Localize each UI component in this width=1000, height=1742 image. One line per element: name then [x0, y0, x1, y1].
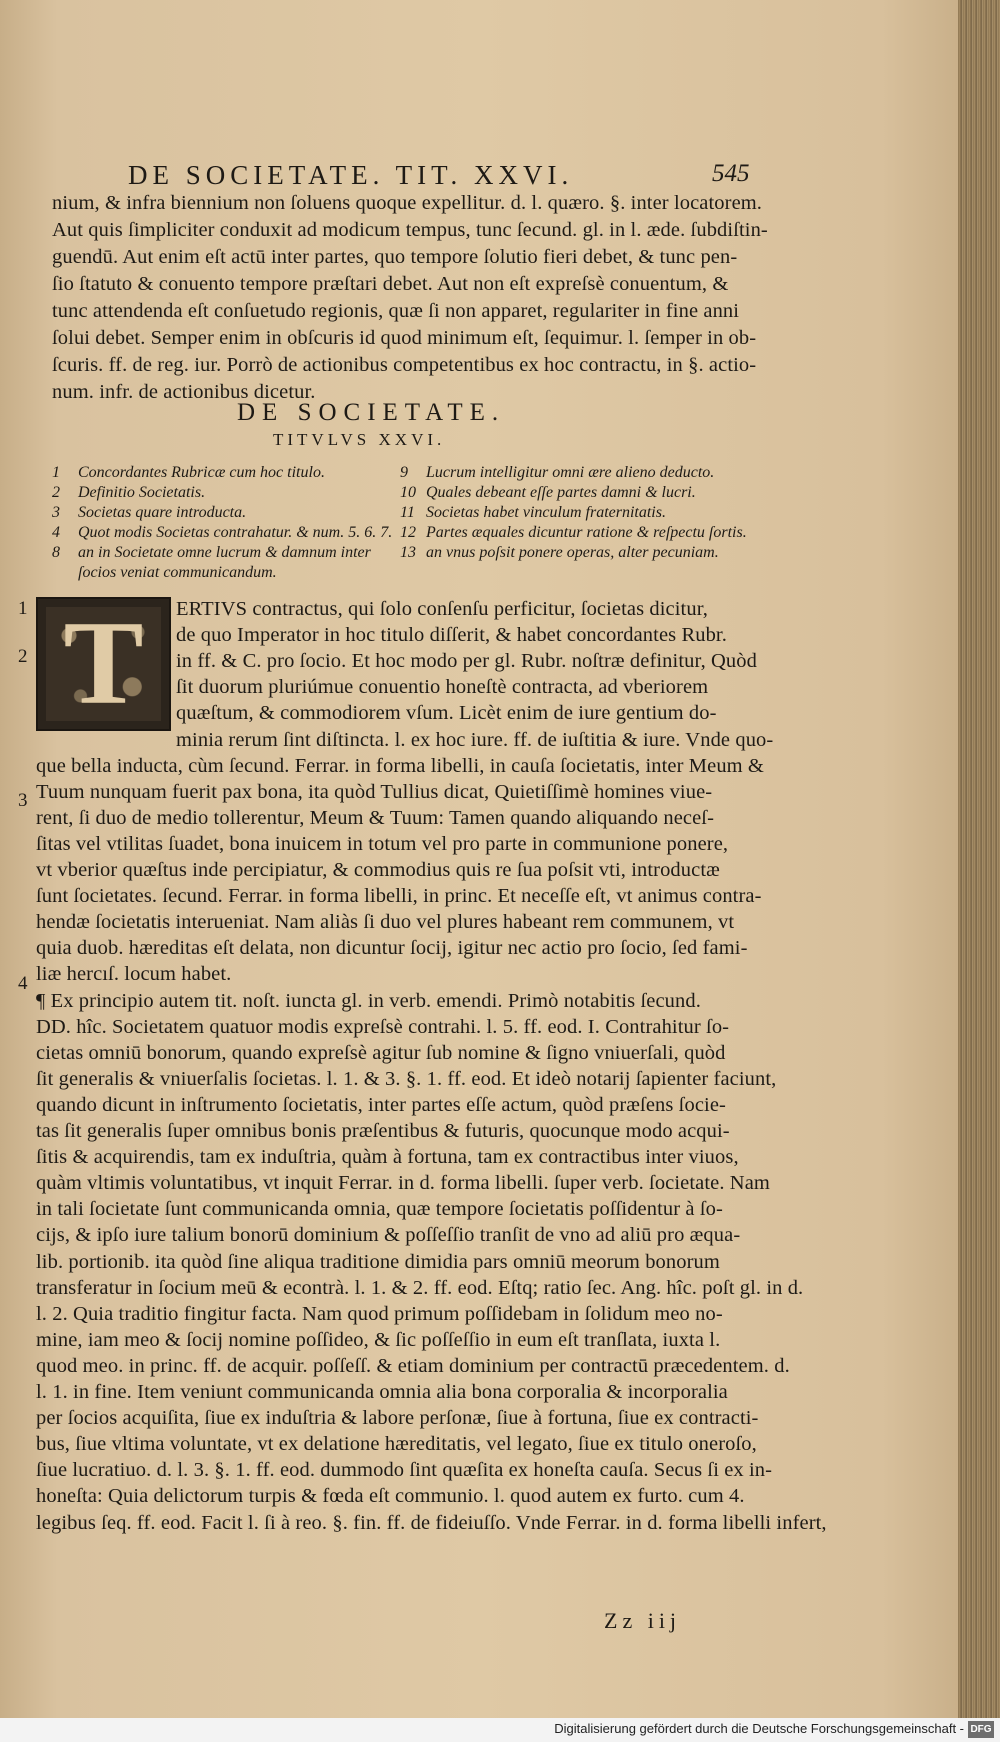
- body-line: ſiue lucratiuo. d. l. 3. §. 1. ff. eod. dummodo ſint quæſita ex honeſta cauſa. Secus ſi ex in-: [36, 1459, 773, 1482]
- body-line: vt vberior quæſtus inde percipiatur, & commodius quis re ſua poſsit vti, introductæ: [36, 859, 720, 881]
- summary-item-text: Societas quare introducta.: [78, 504, 247, 521]
- summary-item-text: Quales debeant eſſe partes damni & lucri.: [426, 484, 696, 501]
- summary-item: [52, 543, 392, 563]
- summary-item: [400, 523, 747, 543]
- body-line: tas ſit generalis ſuper omnibus bonis præſentibus & futuris, quocunque modo acqui-: [36, 1120, 730, 1142]
- summary-item-text: ſocios veniat communicandum.: [78, 564, 277, 581]
- summary-item-text: an in Societate omne lucrum & damnum inter: [78, 544, 371, 561]
- intro-line: Aut quis ſimpliciter conduxit ad modicum tempus, tunc ſecund. gl. in l. æde. ſubdiſtin-: [52, 219, 768, 241]
- intro-line: ſio ſtatuto & conuento tempore præſtari debet. Aut non eſt expreſsè conuentum, &: [52, 273, 729, 295]
- body-line: quia duob. hæreditas eſt delata, non dicuntur ſocij, igitur nec actio pro ſocio, ſed fami-: [36, 937, 748, 960]
- footer-bar: [0, 1718, 1000, 1742]
- body-line: ſunt ſocietates. ſecund. Ferrar. in forma libelli, in princ. Et neceſſe eſt, vt animus contra-: [36, 885, 762, 908]
- body-line: quando dicunt in inſtrumento ſocietatis, inter partes eſſe actum, quòd præſens ſocie-: [36, 1093, 726, 1116]
- body-line: rent, ſi duo de medio tollerentur, Meum & Tuum: Tamen quando aliquando neceſ-: [36, 806, 715, 829]
- intro-line: ſcuris. ff. de reg. iur. Porrò de actionibus competentibus ex hoc contractu, in §. actio-: [52, 354, 757, 376]
- body-line: ſitas vel vtilitas ſuadet, bona inuicem in totum vel pro parte in communione ponere,: [36, 832, 729, 855]
- summary-item-text: Concordantes Rubricæ cum hoc titulo.: [78, 464, 325, 481]
- body-line: in tali ſocietate ſunt communicanda omnia, quæ tempore ſocietatis poſſidentur à ſo-: [36, 1198, 723, 1221]
- body-line: cietas omniū bonorum, quando expreſsè agitur ſub nomine & ſigno vniuerſali, quòd: [36, 1041, 726, 1064]
- body-line: DD. hîc. Societatem quatuor modis expreſsè contrahi. l. 5. ff. eod. I. Contrahitur ſo-: [36, 1015, 730, 1038]
- section-subtitle: TITVLVS XXVI.: [273, 430, 446, 449]
- body-line: transferatur in ſocium meū & econtrà. l. 1. & 2. ff. eod. Eſtq; ratio ſec. Ang. hîc. poſt gl. in d.: [36, 1276, 804, 1299]
- summary-item-text: Lucrum intelligitur omni ære alieno deducto.: [426, 464, 715, 481]
- summary-item-text: Quot modis Societas contrahatur. & num. 5. 6. 7.: [78, 524, 393, 541]
- intro-line: tunc attendenda eſt conſuetudo regionis, quæ ſi non apparet, regulariter in fine anni: [52, 300, 740, 322]
- body-line: per ſocios acquiſita, ſiue ex induſtria & labore perſonæ, ſiue à fortuna, ſiue ex contracti-: [36, 1407, 759, 1430]
- summary-item-number: 8: [52, 544, 60, 561]
- summary-item-number: 3: [52, 504, 60, 521]
- body-line: cijs, & ipſo iure talium bonorū dominium & poſſeſſio tranſit de vno ad aliū pro æqua-: [36, 1224, 741, 1247]
- summary-item: [400, 463, 747, 483]
- body-line: ſit duorum pluriúmue conuentio honeſtè contracta, ad vberiorem: [176, 676, 709, 699]
- initial-letter: T: [63, 596, 144, 729]
- body-line: bus, ſiue vltima voluntate, vt ex delatione hæreditatis, vel legato, ſiue ex titulo oneroſo,: [36, 1433, 757, 1456]
- section-title: DE SOCIETATE.: [237, 399, 506, 426]
- intro-line: guendū. Aut enim eſt actū inter partes, quo tempore ſolutio fieri debet, & tunc pen-: [52, 246, 738, 268]
- body-line: de quo Imperator in hoc titulo diſſerit, & habet concordantes Rubr.: [176, 624, 727, 647]
- body-line: hendæ ſocietatis interueniat. Nam aliàs ſi duo vel plures habeant rem communem, vt: [36, 911, 735, 934]
- footer-text: Digitalisierung gefördert durch die Deutsche Forschungsgemeinschaft -: [554, 1721, 964, 1736]
- body-line: l. 2. Quia traditio fingitur facta. Nam quod primum poſſidebam in ſolidum meo no-: [36, 1302, 723, 1325]
- intro-line: nium, & infra biennium non ſoluens quoque expellitur. d. l. quæro. §. inter locatorem.: [52, 192, 763, 214]
- summary-item: [52, 523, 392, 543]
- body-line: minia rerum ſint diſtincta. l. ex hoc iure. ff. de iuſtitia & iure. Vnde quo-: [176, 728, 774, 751]
- intro-line: ſolui debet. Semper enim in obſcuris id quod minimum eſt, ſequimur. l. ſemper in ob-: [52, 327, 757, 349]
- body-line: legibus ſeq. ff. eod. Facit l. ſi à reo. §. fin. ff. de fideiuſſo. Vnde Ferrar. in d. forma libelli infert,: [36, 1511, 827, 1534]
- summary-item-number: 1: [52, 464, 60, 481]
- summary-item: [52, 563, 392, 583]
- body-line: lib. portionib. ita quòd ſine aliqua traditione dimidia pars omniū meorum bonorum: [36, 1250, 720, 1273]
- decorated-initial: [36, 597, 171, 731]
- summary-item-number: 2: [52, 484, 60, 501]
- summary-item: [52, 503, 392, 523]
- summary-item: [52, 483, 392, 503]
- summary-item: [400, 483, 747, 503]
- body-line: quod meo. in princ. ff. de acquir. poſſeſſ. & etiam dominium per contractū præcedentem. d.: [36, 1354, 790, 1377]
- summary-right-column: [400, 463, 747, 563]
- intro-line: num. infr. de actionibus dicetur.: [52, 381, 316, 403]
- summary-item-number: 12: [400, 524, 416, 541]
- margin-number: 1: [18, 598, 28, 619]
- summary-left-column: [52, 463, 392, 583]
- folio-number: 545: [712, 160, 750, 187]
- body-line: in ff. & C. pro ſocio. Et hoc modo per gl. Rubr. noſtræ definitur, Quòd: [176, 650, 757, 673]
- running-title: DE SOCIETATE. TIT. XXVI.: [128, 160, 574, 190]
- summary-item: [400, 503, 747, 523]
- summary-item-text: Partes æquales dicuntur ratione & reſpectu ſortis.: [426, 524, 747, 541]
- body-line: ſit generalis & vniuerſalis ſocietas. l. 1. & 3. §. 1. ff. eod. Et ideò notarij ſapienter faciunt,: [36, 1067, 777, 1090]
- summary-item-text: an vnus poſsit ponere operas, alter pecuniam.: [426, 544, 719, 561]
- dfg-logo: DFG: [968, 1721, 994, 1738]
- summary-item-number: 4: [52, 524, 60, 541]
- body-line: ERTIVS contractus, qui ſolo conſenſu perficitur, ſocietas dicitur,: [176, 598, 709, 620]
- body-line: Tuum nunquam fuerit pax bona, ita quòd Tullius dicat, Quietiſſimè homines viue-: [36, 780, 713, 803]
- summary-item-text: Societas habet vinculum fraternitatis.: [426, 504, 666, 521]
- body-line: quæſtum, & commodiorem vſum. Licèt enim de iure gentium do-: [176, 702, 717, 725]
- body-line: mine, iam meo & ſocij nomine poſſideo, & ſic poſſeſſio in eum eſt tranſlata, iuxta l.: [36, 1328, 721, 1351]
- body-line: ſitis & acquirendis, tam ex induſtria, quàm à fortuna, tam ex contractibus inter viuos,: [36, 1146, 739, 1169]
- body-line: honeſta: Quia delictorum turpis & fœda eſt communio. l. quod autem ex furto. cum 4.: [36, 1485, 745, 1508]
- page-edge: [958, 0, 1000, 1742]
- margin-number: 4: [18, 973, 28, 994]
- summary-item: [52, 463, 392, 483]
- margin-number: 2: [18, 646, 28, 667]
- summary-item-number: 11: [400, 504, 415, 521]
- summary-item-number: 13: [400, 544, 416, 561]
- signature-mark: Zz iij: [604, 1608, 682, 1633]
- body-line: l. 1. in fine. Item veniunt communicanda omnia alia bona corporalia & incorporalia: [36, 1381, 728, 1403]
- summary-item: [400, 543, 747, 563]
- summary-item-number: 9: [400, 464, 408, 481]
- body-line: quàm vltimis voluntatibus, vt inquit Ferrar. in d. forma libelli. ſuper verb. ſocietate. Nam: [36, 1172, 770, 1195]
- body-line: que bella inducta, cùm ſecund. Ferrar. in forma libelli, in cauſa ſocietatis, inter Meum &: [36, 754, 764, 777]
- summary-item-number: 10: [400, 484, 416, 501]
- margin-number: 3: [18, 790, 28, 811]
- summary-item-text: Definitio Societatis.: [78, 484, 206, 501]
- body-line: ¶ Ex principio autem tit. noſt. iuncta gl. in verb. emendi. Primò notabitis ſecund.: [36, 989, 701, 1012]
- body-line: liæ hercıſ. locum habet.: [36, 963, 232, 986]
